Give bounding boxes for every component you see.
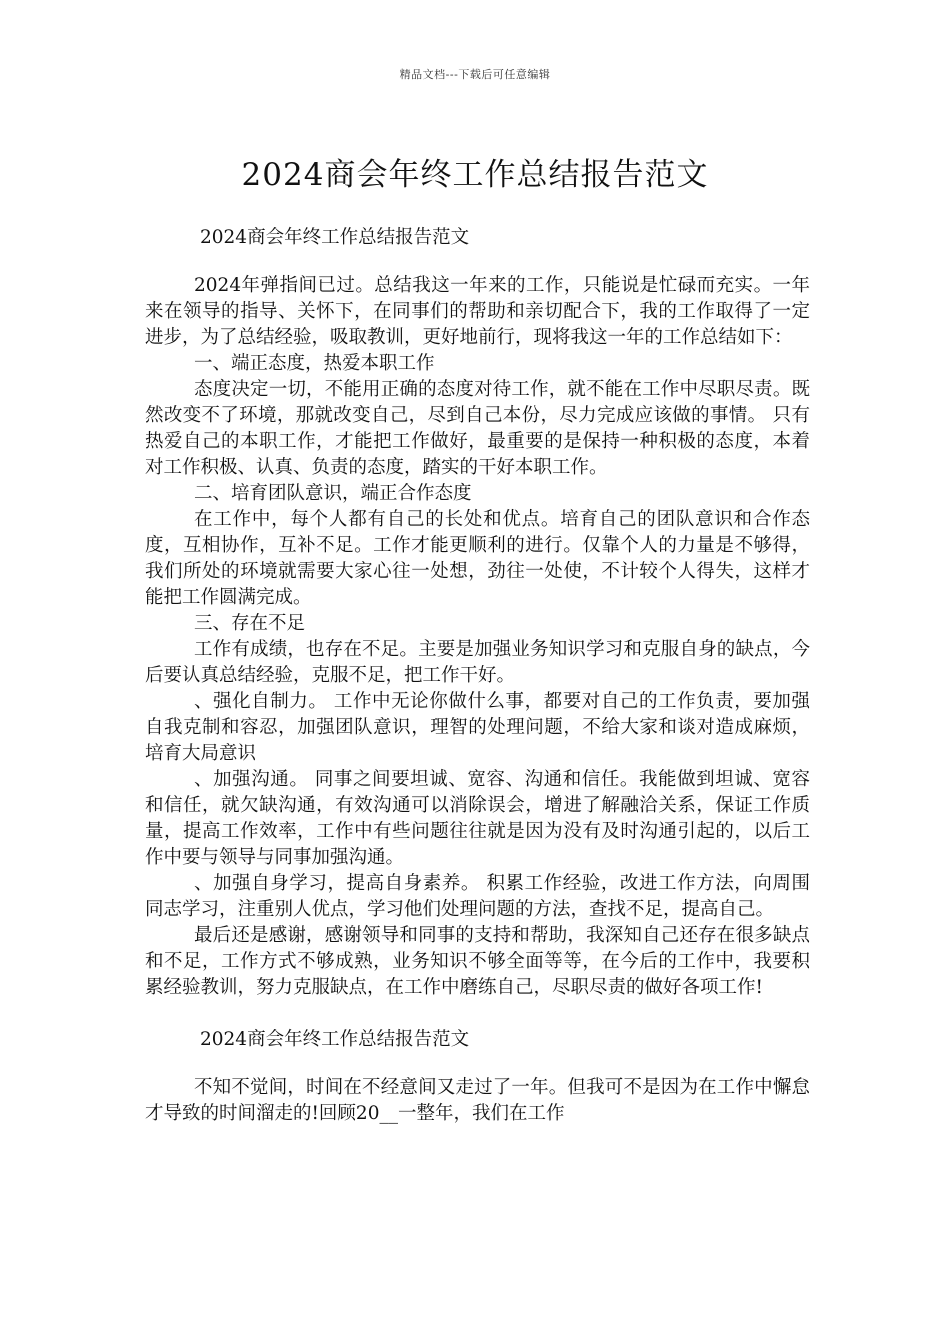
paragraph: 2024年弹指间已过。总结我这一年来的工作，只能说是忙碌而充实。一年来在领导的指导、关怀下，在同事们的帮助和亲切配合下，我的工作取得了一定进步，为了总结经验，吸取教训，更好地前行，现将我这一年的工作总结如下： (145, 275, 810, 348)
section-heading: 一、端正态度，热爱本职工作 (194, 353, 435, 374)
section-heading: 二、培育团队意识，端正合作态度 (194, 483, 472, 504)
document-body (145, 225, 810, 1127)
header-note: 精品文档---下载后可任意编辑 (399, 68, 551, 81)
article-subtitle: 2024商会年终工作总结报告范文 (200, 1029, 470, 1050)
paragraph: 最后还是感谢，感谢领导和同事的支持和帮助，我深知自己还存在很多缺点和不足，工作方式不够成熟，业务知识不够全面等等，在今后的工作中，我要积累经验教训，努力克服缺点，在工作中磨练自己，尽职尽责的做好各项工作! (145, 925, 810, 998)
paragraph: 态度决定一切，不能用正确的态度对待工作，就不能在工作中尽职尽责。既然改变不了环境，那就改变自己，尽到自己本份，尽力完成应该做的事情。 只有热爱自己的本职工作，才能把工作做好，最重要的是保持一种积极的态度，本着对工作积极、认真、负责的态度，踏实的干好本职工作。 (145, 379, 810, 478)
paragraph: 、加强沟通。 同事之间要坦诚、宽容、沟通和信任。我能做到坦诚、宽容和信任，就欠缺沟通，有效沟通可以消除误会，增进了解融洽关系，保证工作质量，提高工作效率，工作中有些问题往往就是因为没有及时沟通引起的，以后工作中要与领导与同事加强沟通。 (145, 769, 810, 868)
paragraph: 在工作中，每个人都有自己的长处和优点。培育自己的团队意识和合作态度，互相协作，互补不足。工作才能更顺利的进行。仅靠个人的力量是不够得，我们所处的环境就需要大家心往一处想，劲往一处使，不计较个人得失，这样才能把工作圆满完成。 (145, 509, 810, 608)
paragraph: 工作有成绩，也存在不足。主要是加强业务知识学习和克服自身的缺点，今后要认真总结经验，克服不足，把工作干好。 (145, 639, 810, 686)
paragraph: 、强化自制力。 工作中无论你做什么事，都要对自己的工作负责，要加强自我克制和容忍，加强团队意识，理智的处理问题，不给大家和谈对造成麻烦，培育大局意识 (145, 691, 810, 764)
paragraph: 不知不觉间，时间在不经意间又走过了一年。但我可不是因为在工作中懈怠才导致的时间溜走的!回顾20__一整年，我们在工作 (145, 1077, 810, 1124)
section-heading: 三、存在不足 (194, 613, 306, 634)
paragraph: 、加强自身学习，提高自身素养。 积累工作经验，改进工作方法，向周围同志学习，注重别人优点，学习他们处理问题的方法，查找不足，提高自己。 (145, 873, 810, 920)
page-title: 2024商会年终工作总结报告范文 (241, 156, 709, 193)
article-subtitle: 2024商会年终工作总结报告范文 (200, 227, 470, 248)
